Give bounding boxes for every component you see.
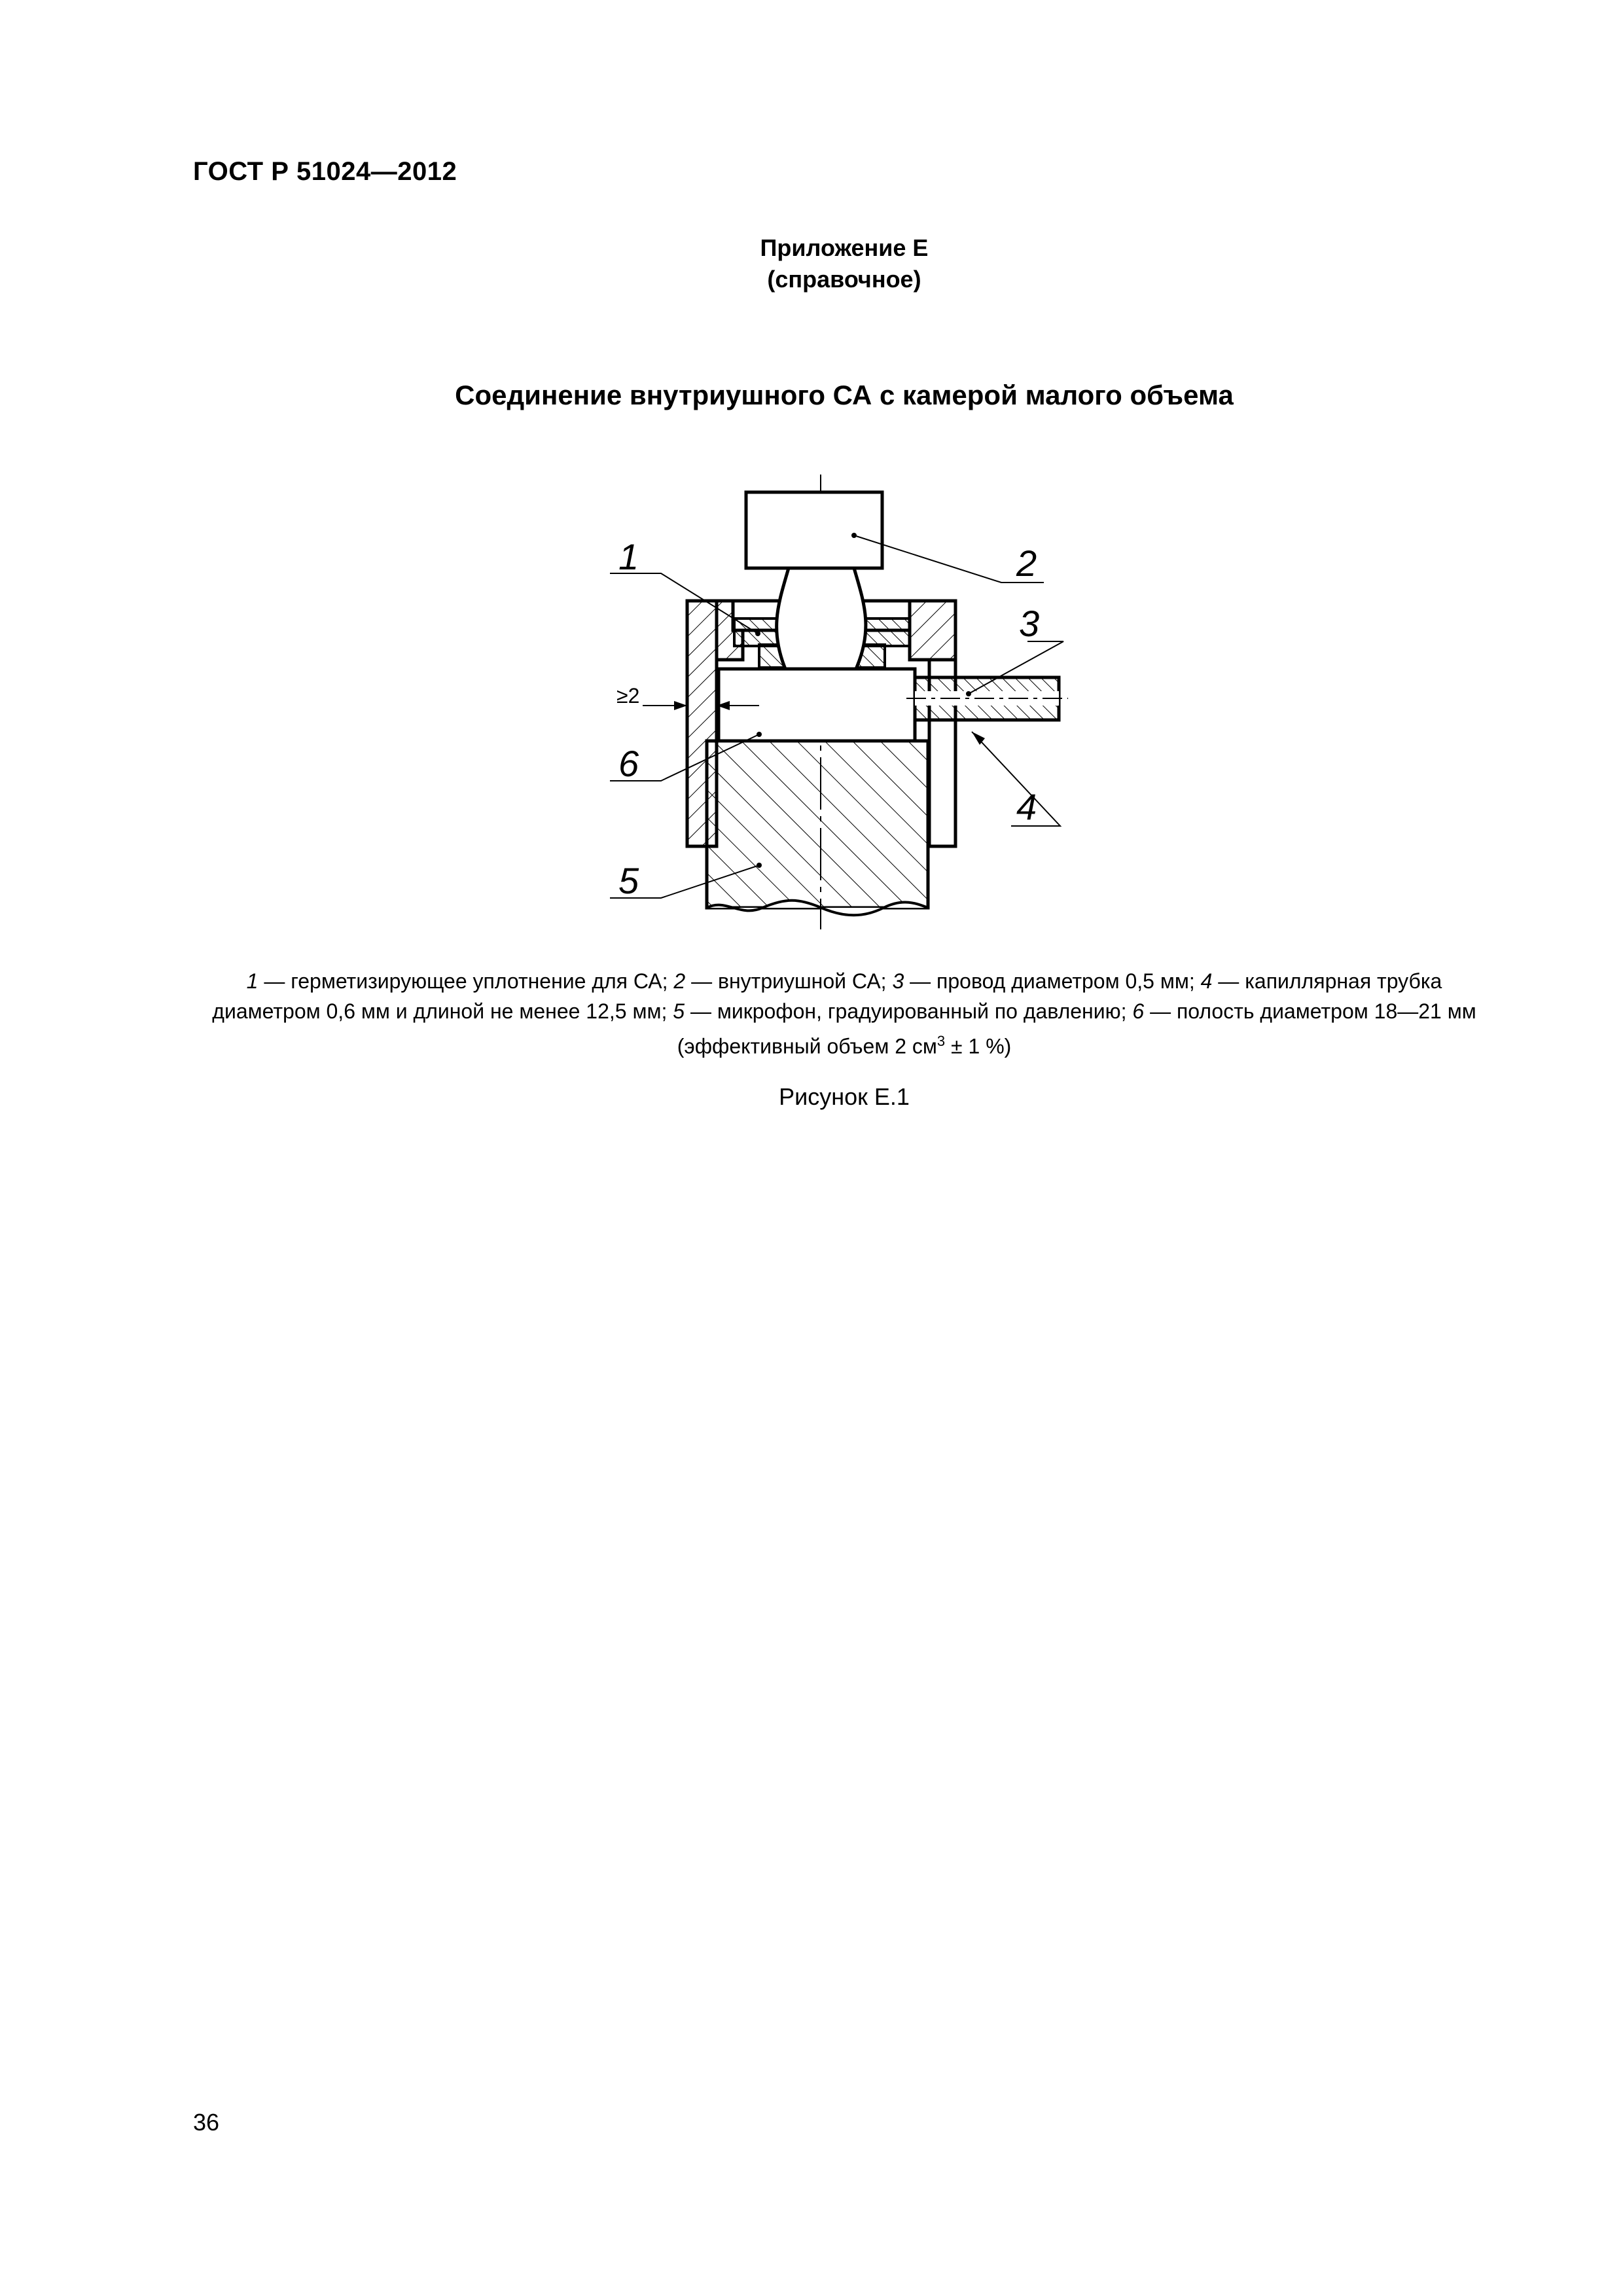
microphone (707, 741, 928, 908)
legend-text-1: — герметизирующее уплотнение для СА; (258, 969, 674, 993)
legend-num-6: 6 (1132, 999, 1145, 1023)
technical-drawing (602, 471, 1086, 929)
page-number: 36 (193, 2109, 220, 2136)
legend-num-3: 3 (892, 969, 904, 993)
callout-5: 5 (618, 860, 639, 901)
volume-exponent: 3 (936, 1033, 946, 1049)
legend-num-5: 5 (673, 999, 685, 1023)
legend-num-4: 4 (1200, 969, 1213, 993)
appendix-heading (0, 232, 1623, 295)
callout-3: 3 (1019, 603, 1040, 644)
legend-text-4: — капиллярная трубка диаметром 0,6 мм и длиной не менее 12,5 мм; (212, 969, 1442, 1023)
document-header: ГОСТ Р 51024—2012 (193, 157, 457, 186)
appendix-title: Приложение Е (760, 234, 929, 261)
legend-text-2: — внутриушной СА; (685, 969, 893, 993)
legend-text-6: — полость диаметром 18—21 мм (эффективный объем 2 см (677, 999, 1476, 1058)
legend-tail: ± 1 %) (945, 1034, 1012, 1058)
legend-num-1: 1 (246, 969, 259, 993)
legend-text-3: — провод диаметром 0,5 мм; (904, 969, 1201, 993)
dimension-label: ≥2 (616, 684, 640, 708)
callout-4: 4 (1016, 786, 1037, 827)
section-title: Соединение внутриушного СА с камерой малого объема (455, 380, 1234, 410)
figure-caption: Рисунок Е.1 (779, 1083, 910, 1110)
figure-legend (193, 966, 1495, 1062)
callout-1: 1 (618, 536, 639, 577)
legend-text-5: — микрофон, градуированный по давлению; (685, 999, 1133, 1023)
legend-num-2: 2 (673, 969, 686, 993)
callout-6: 6 (618, 743, 639, 784)
callout-2: 2 (1016, 543, 1037, 584)
appendix-subtitle: (справочное) (767, 266, 921, 293)
